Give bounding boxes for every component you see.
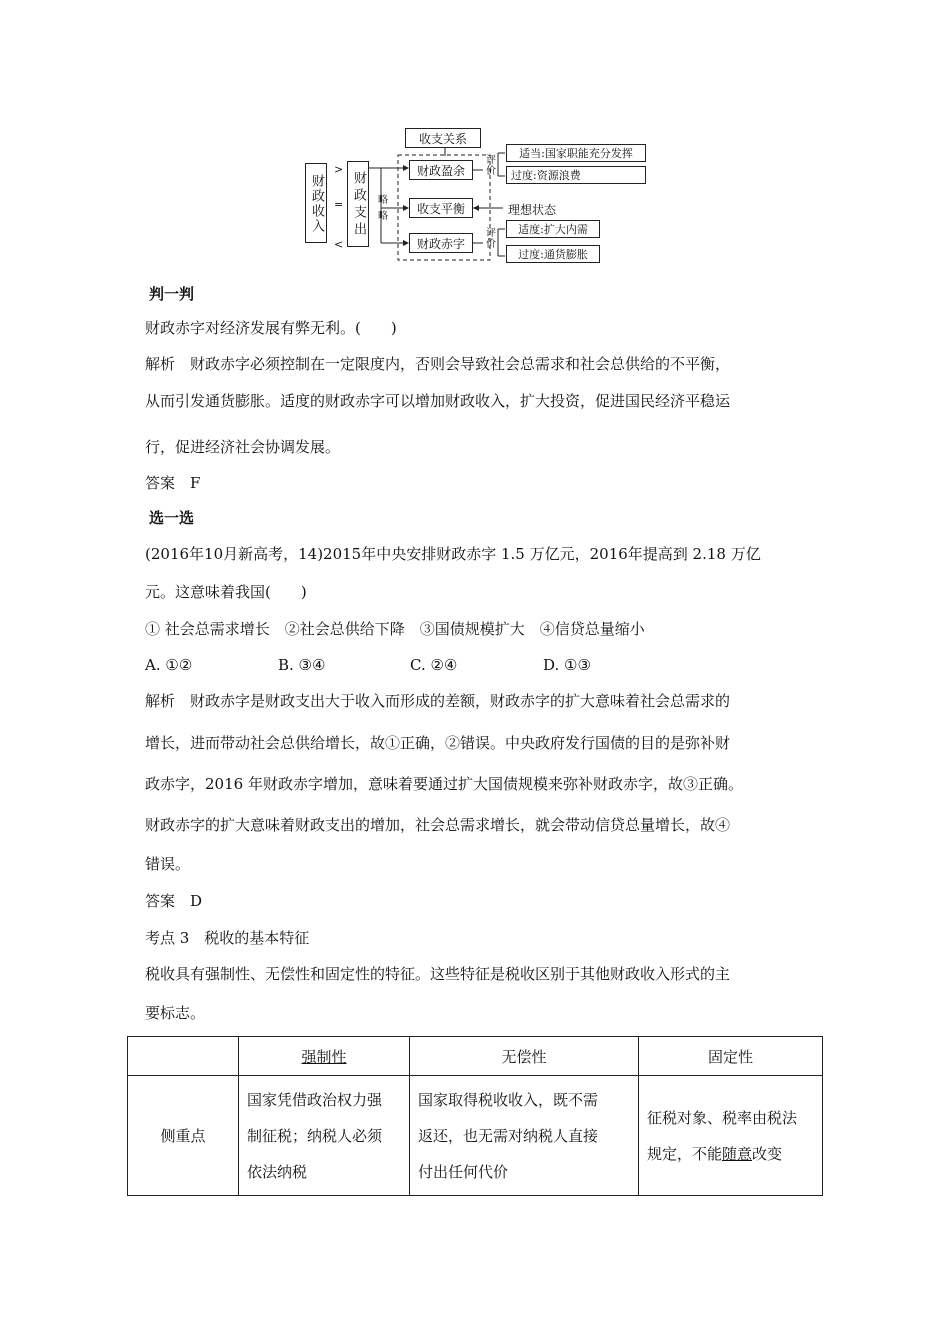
eval-label-surplus: 评价 [486,155,496,177]
option-b: B. ③④ [278,656,326,674]
balance-label: 收支平衡 [416,201,465,216]
omit-label-2: 略 [378,211,388,222]
deficit-label: 财政赤字 [416,236,465,251]
judge-heading: 判一判 [149,285,195,303]
eval-label-deficit: 评价 [486,228,496,250]
surplus-box [409,160,473,180]
choose-question-line-1: (2016年10月新高考，14)2015年中央安排财政赤字 1.5 万亿元，2016年提高到 2.18 万亿 [145,545,761,563]
surplus-good-box [506,144,646,162]
surplus-bad-label: 过度:资源浪费 [511,169,581,182]
judge-analysis-line-2: 从而引发通货膨胀。适度的财政赤字可以增加财政收入，扩大投资，促进国民经济平稳运 [145,392,731,410]
fiscal-revenue-box [305,163,327,243]
table-header-empty [128,1037,239,1076]
relation-less: < [334,238,344,251]
table-header-compulsory [239,1037,410,1076]
judge-analysis-line-3: 行，促进经济社会协调发展。 [145,438,341,456]
surplus-bad-box [506,166,646,184]
section-3-title: 考点 3 税收的基本特征 [145,929,310,947]
balance-box [409,198,473,218]
section-3-intro-line-2: 要标志。 [145,1004,206,1022]
cell-fixed-line-2c: 改变 [752,1144,783,1163]
choose-analysis-line-2: 增长，进而带动社会总供给增长，故①正确，②错误。中央政府发行国债的目的是弥补财 [145,734,731,752]
deficit-good-box [506,220,600,238]
cell-fixed-line-2 [647,1136,814,1172]
cell-gratuitous-line-3: 付出任何代价 [418,1162,509,1181]
row-label-focus: 侧重点 [128,1076,239,1196]
table-header-fixed: 固定性 [639,1037,823,1076]
choose-analysis-line-1: 解析 财政赤字是财政支出大于收入而形成的差额，财政赤字的扩大意味着社会总需求的 [145,692,731,710]
deficit-good-label: 适度:扩大内需 [518,223,588,236]
cell-compulsory-line-1: 国家凭借政治权力强 [247,1090,383,1109]
income-expense-relation-box [405,128,481,148]
cell-fixed [639,1076,823,1196]
fiscal-expenditure-box [347,161,369,247]
surplus-good-label: 适当:国家职能充分发挥 [519,147,633,160]
surplus-label: 财政盈余 [416,163,465,178]
choose-heading: 选一选 [149,509,195,527]
omit-label-1: 略 [378,195,388,206]
fiscal-revenue-label: 财政收入 [309,174,324,234]
judge-statement: 财政赤字对经济发展有弊无利。( ) [145,319,397,337]
fiscal-balance-diagram [305,125,645,265]
deficit-bad-label: 过度:通货膨胀 [518,248,588,261]
cell-gratuitous-line-1: 国家取得税收收入，既不需 [418,1090,599,1109]
deficit-box [409,233,473,253]
cell-gratuitous-line-2: 返还，也无需对纳税人直接 [418,1126,599,1145]
relation-equal: = [334,198,344,211]
option-c: C. ②④ [410,656,458,674]
judge-answer: 答案 F [145,474,201,492]
cell-compulsory [239,1076,410,1196]
relation-greater: > [334,163,344,176]
choose-items: ① 社会总需求增长 ②社会总供给下降 ③国债规模扩大 ④信贷总量缩小 [145,620,645,638]
tax-features-table [127,1036,823,1196]
choose-answer: 答案 D [145,892,203,910]
income-expense-relation-label: 收支关系 [418,131,467,146]
choose-analysis-line-3: 政赤字，2016 年财政赤字增加，意味着要通过扩大国债规模来弥补财政赤字，故③正确。 [145,775,743,793]
cell-fixed-line-2b: 随意 [722,1144,753,1163]
judge-analysis-line-1: 解析 财政赤字必须控制在一定限度内，否则会导致社会总需求和社会总供给的不平衡， [145,355,731,373]
table-header-gratuitous: 无偿性 [410,1037,639,1076]
option-a: A. ①② [145,656,193,674]
deficit-bad-box [506,245,600,263]
compulsory-label: 强制性 [301,1047,347,1066]
table-header-row [128,1037,823,1076]
option-d: D. ①③ [543,656,591,674]
cell-compulsory-line-3: 依法纳税 [247,1162,308,1181]
cell-compulsory-line-2: 制征税；纳税人必须 [247,1126,383,1145]
table-row [128,1076,823,1196]
choose-analysis-line-5: 错误。 [145,855,191,873]
balance-note: 理想状态 [508,203,557,217]
fiscal-expenditure-label: 财政支出 [351,171,366,239]
choose-question-line-2: 元。这意味着我国( ) [145,583,307,601]
cell-gratuitous [410,1076,639,1196]
cell-fixed-line-1: 征税对象、税率由税法 [647,1108,798,1127]
cell-fixed-line-2a: 规定，不能 [647,1144,723,1163]
choose-analysis-line-4: 财政赤字的扩大意味着财政支出的增加，社会总需求增长，就会带动信贷总量增长，故④ [145,816,731,834]
section-3-intro-line-1: 税收具有强制性、无偿性和固定性的特征。这些特征是税收区别于其他财政收入形式的主 [145,965,731,983]
